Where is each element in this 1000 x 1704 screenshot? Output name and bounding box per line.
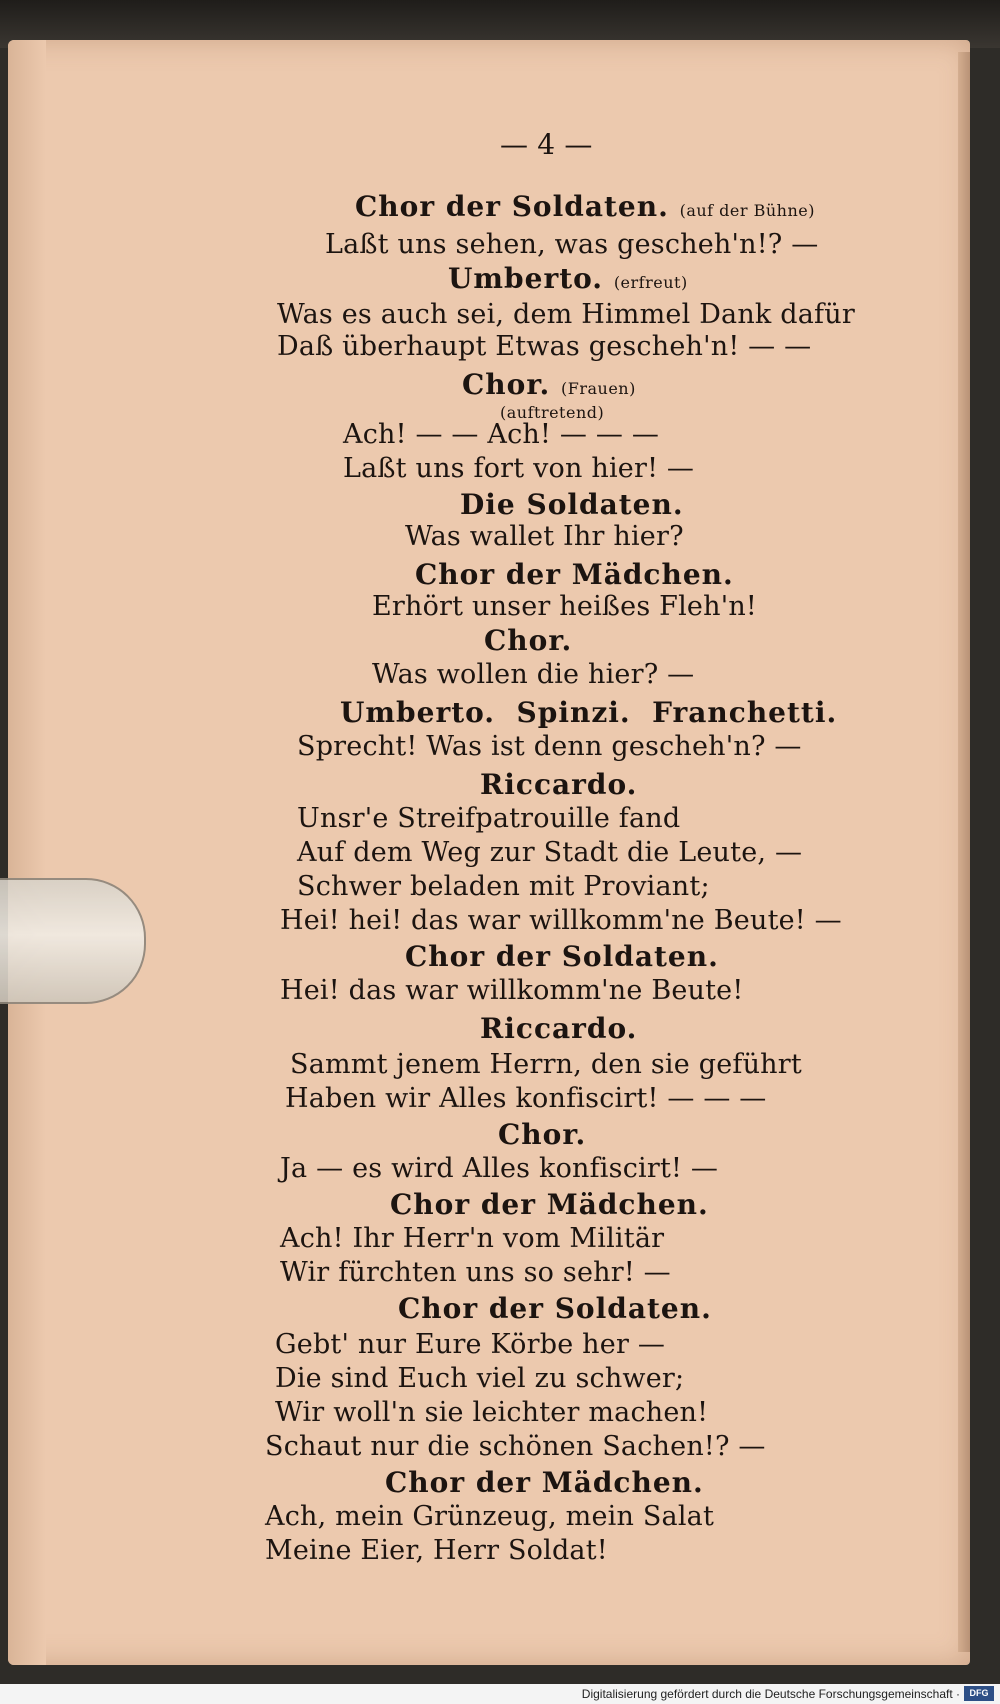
speaker-heading: Chor. bbox=[498, 1118, 587, 1151]
verse-line: Wir fürchten uns so sehr! — bbox=[280, 1257, 671, 1288]
footer-credit: Digitalisierung gefördert durch die Deutsche Forschungsgemeinschaft · bbox=[581, 1687, 960, 1701]
speaker-name: Chor der Soldaten. bbox=[355, 190, 669, 223]
verse-line: Was wollen die hier? — bbox=[372, 659, 695, 690]
speaker-name: Chor. bbox=[462, 368, 551, 401]
speaker-heading bbox=[448, 262, 688, 300]
verse-line: Ach, mein Grünzeug, mein Salat bbox=[265, 1501, 715, 1532]
speaker-heading: Chor. bbox=[484, 624, 573, 657]
verse-line: Wir woll'n sie leichter machen! bbox=[275, 1397, 709, 1428]
verse-line: Die sind Euch viel zu schwer; bbox=[275, 1363, 685, 1394]
verse-line: Gebt' nur Eure Körbe her — bbox=[275, 1329, 666, 1360]
verse-line: Sprecht! Was ist denn gescheh'n? — bbox=[297, 731, 802, 762]
verse-line: Daß überhaupt Etwas gescheh'n! — — bbox=[277, 331, 812, 362]
speaker-heading: Chor der Soldaten. bbox=[405, 940, 719, 973]
verse-line: Ach! — — Ach! — — — bbox=[343, 419, 660, 450]
verse-line: Erhört unser heißes Fleh'n! bbox=[372, 591, 757, 622]
stage-direction: (Frauen) bbox=[561, 379, 636, 398]
stage-direction: (auftretend) bbox=[500, 403, 605, 422]
verse-line: Ja — es wird Alles konfiscirt! — bbox=[280, 1153, 719, 1184]
verse-line: Was es auch sei, dem Himmel Dank dafür bbox=[277, 299, 855, 330]
speaker-heading: Riccardo. bbox=[480, 1012, 638, 1045]
speaker-heading: Chor der Soldaten. bbox=[398, 1292, 712, 1325]
verse-line: Hei! das war willkomm'ne Beute! bbox=[280, 975, 744, 1006]
verse-line: Laßt uns fort von hier! — bbox=[343, 453, 695, 484]
verse-line: Laßt uns sehen, was gescheh'n!? — bbox=[325, 229, 819, 260]
speaker-heading: Umberto. Spinzi. Franchetti. bbox=[340, 696, 838, 729]
speaker-heading: Chor der Mädchen. bbox=[415, 558, 734, 591]
dfg-logo-badge: DFG bbox=[964, 1686, 994, 1701]
verse-line: Meine Eier, Herr Soldat! bbox=[265, 1535, 608, 1566]
verse-line: Ach! Ihr Herr'n vom Militär bbox=[280, 1223, 665, 1254]
speaker-heading: Chor der Mädchen. bbox=[385, 1466, 704, 1499]
verse-line: Was wallet Ihr hier? bbox=[405, 521, 684, 552]
speaker-name: Umberto. bbox=[448, 262, 604, 295]
verse-line: Schwer beladen mit Proviant; bbox=[297, 871, 710, 902]
speaker-heading: Riccardo. bbox=[480, 768, 638, 801]
verse-line: Unsr'e Streifpatrouille fand bbox=[297, 803, 681, 834]
page-number: — 4 — bbox=[500, 128, 593, 161]
verse-line: Sammt jenem Herrn, den sie geführt bbox=[290, 1049, 802, 1080]
speaker-heading bbox=[355, 190, 815, 228]
verse-line: Haben wir Alles konfiscirt! — — — bbox=[285, 1083, 767, 1114]
verse-line: Schaut nur die schönen Sachen!? — bbox=[265, 1431, 766, 1462]
verse-line: Hei! hei! das war willkomm'ne Beute! — bbox=[280, 905, 842, 936]
verse-line: Auf dem Weg zur Stadt die Leute, — bbox=[297, 837, 803, 868]
speaker-heading: Chor der Mädchen. bbox=[390, 1188, 709, 1221]
stage-direction: (erfreut) bbox=[613, 273, 688, 292]
speaker-heading: Die Soldaten. bbox=[460, 488, 684, 521]
digitization-footer bbox=[0, 1684, 1000, 1704]
stage-direction: (auf der Bühne) bbox=[679, 201, 815, 220]
